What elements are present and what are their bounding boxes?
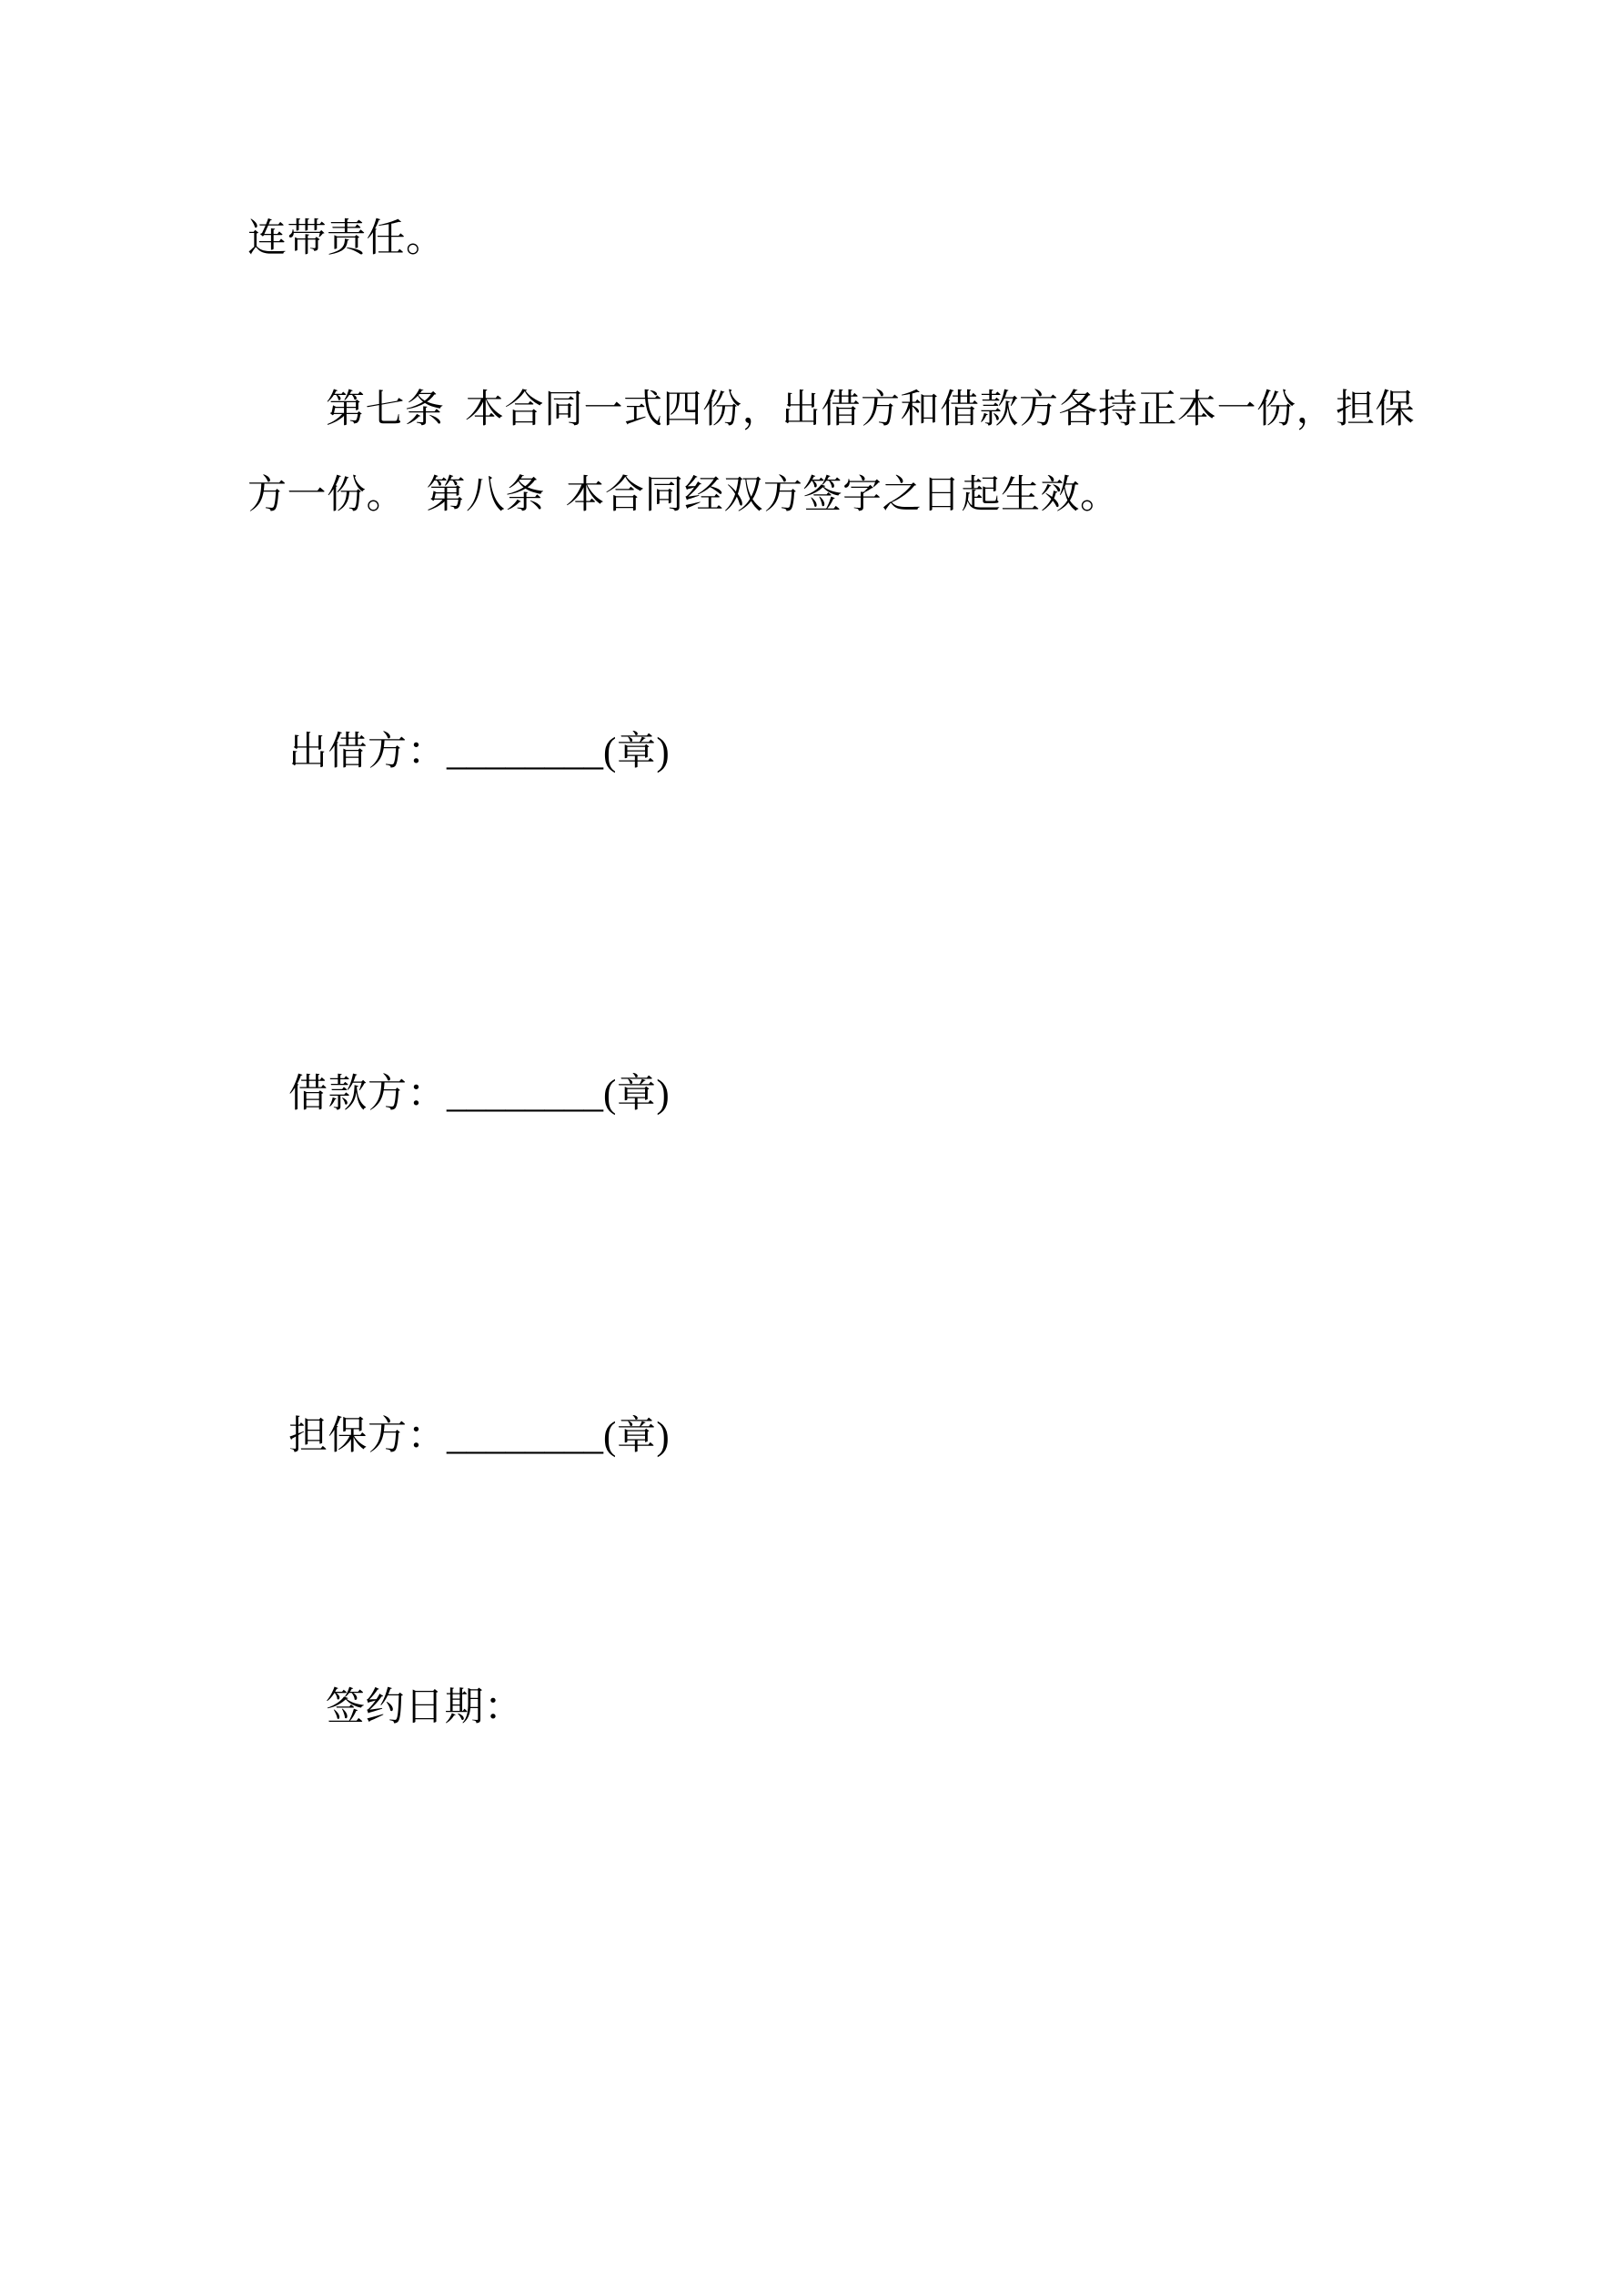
clause-seven-eight-line-1: 第七条 本合同一式四份，出借方和借款方各持正本一份，担保	[326, 389, 1415, 431]
lender-seal-label: (章)	[603, 731, 671, 774]
lender-signature-blank: ________	[447, 731, 603, 774]
sign-date-line: 签约日期：	[326, 1686, 524, 1729]
blank-line	[247, 282, 1378, 368]
blank-line	[247, 881, 1378, 966]
guarantor-label: 担保方：	[288, 1415, 447, 1458]
clause-seven-eight-line-2: 方一份。 第八条 本合同经双方签字之日起生效。	[247, 474, 1120, 517]
paragraph-continuation-line: 连带责任。	[247, 217, 446, 260]
borrower-signature-blank: ________	[447, 1073, 603, 1116]
borrower-seal-label: (章)	[603, 1073, 671, 1116]
lender-label: 出借方：	[288, 731, 447, 774]
signature-line-lender	[247, 624, 1378, 881]
blank-line	[247, 539, 1378, 624]
signature-line-borrower	[247, 966, 1378, 1223]
signature-line-guarantor	[247, 1309, 1378, 1565]
borrower-label: 借款方：	[288, 1073, 447, 1116]
guarantor-signature-blank: ________	[447, 1415, 603, 1458]
guarantor-seal-label: (章)	[603, 1415, 671, 1458]
blank-line	[247, 1565, 1378, 1651]
blank-line	[247, 1223, 1378, 1309]
